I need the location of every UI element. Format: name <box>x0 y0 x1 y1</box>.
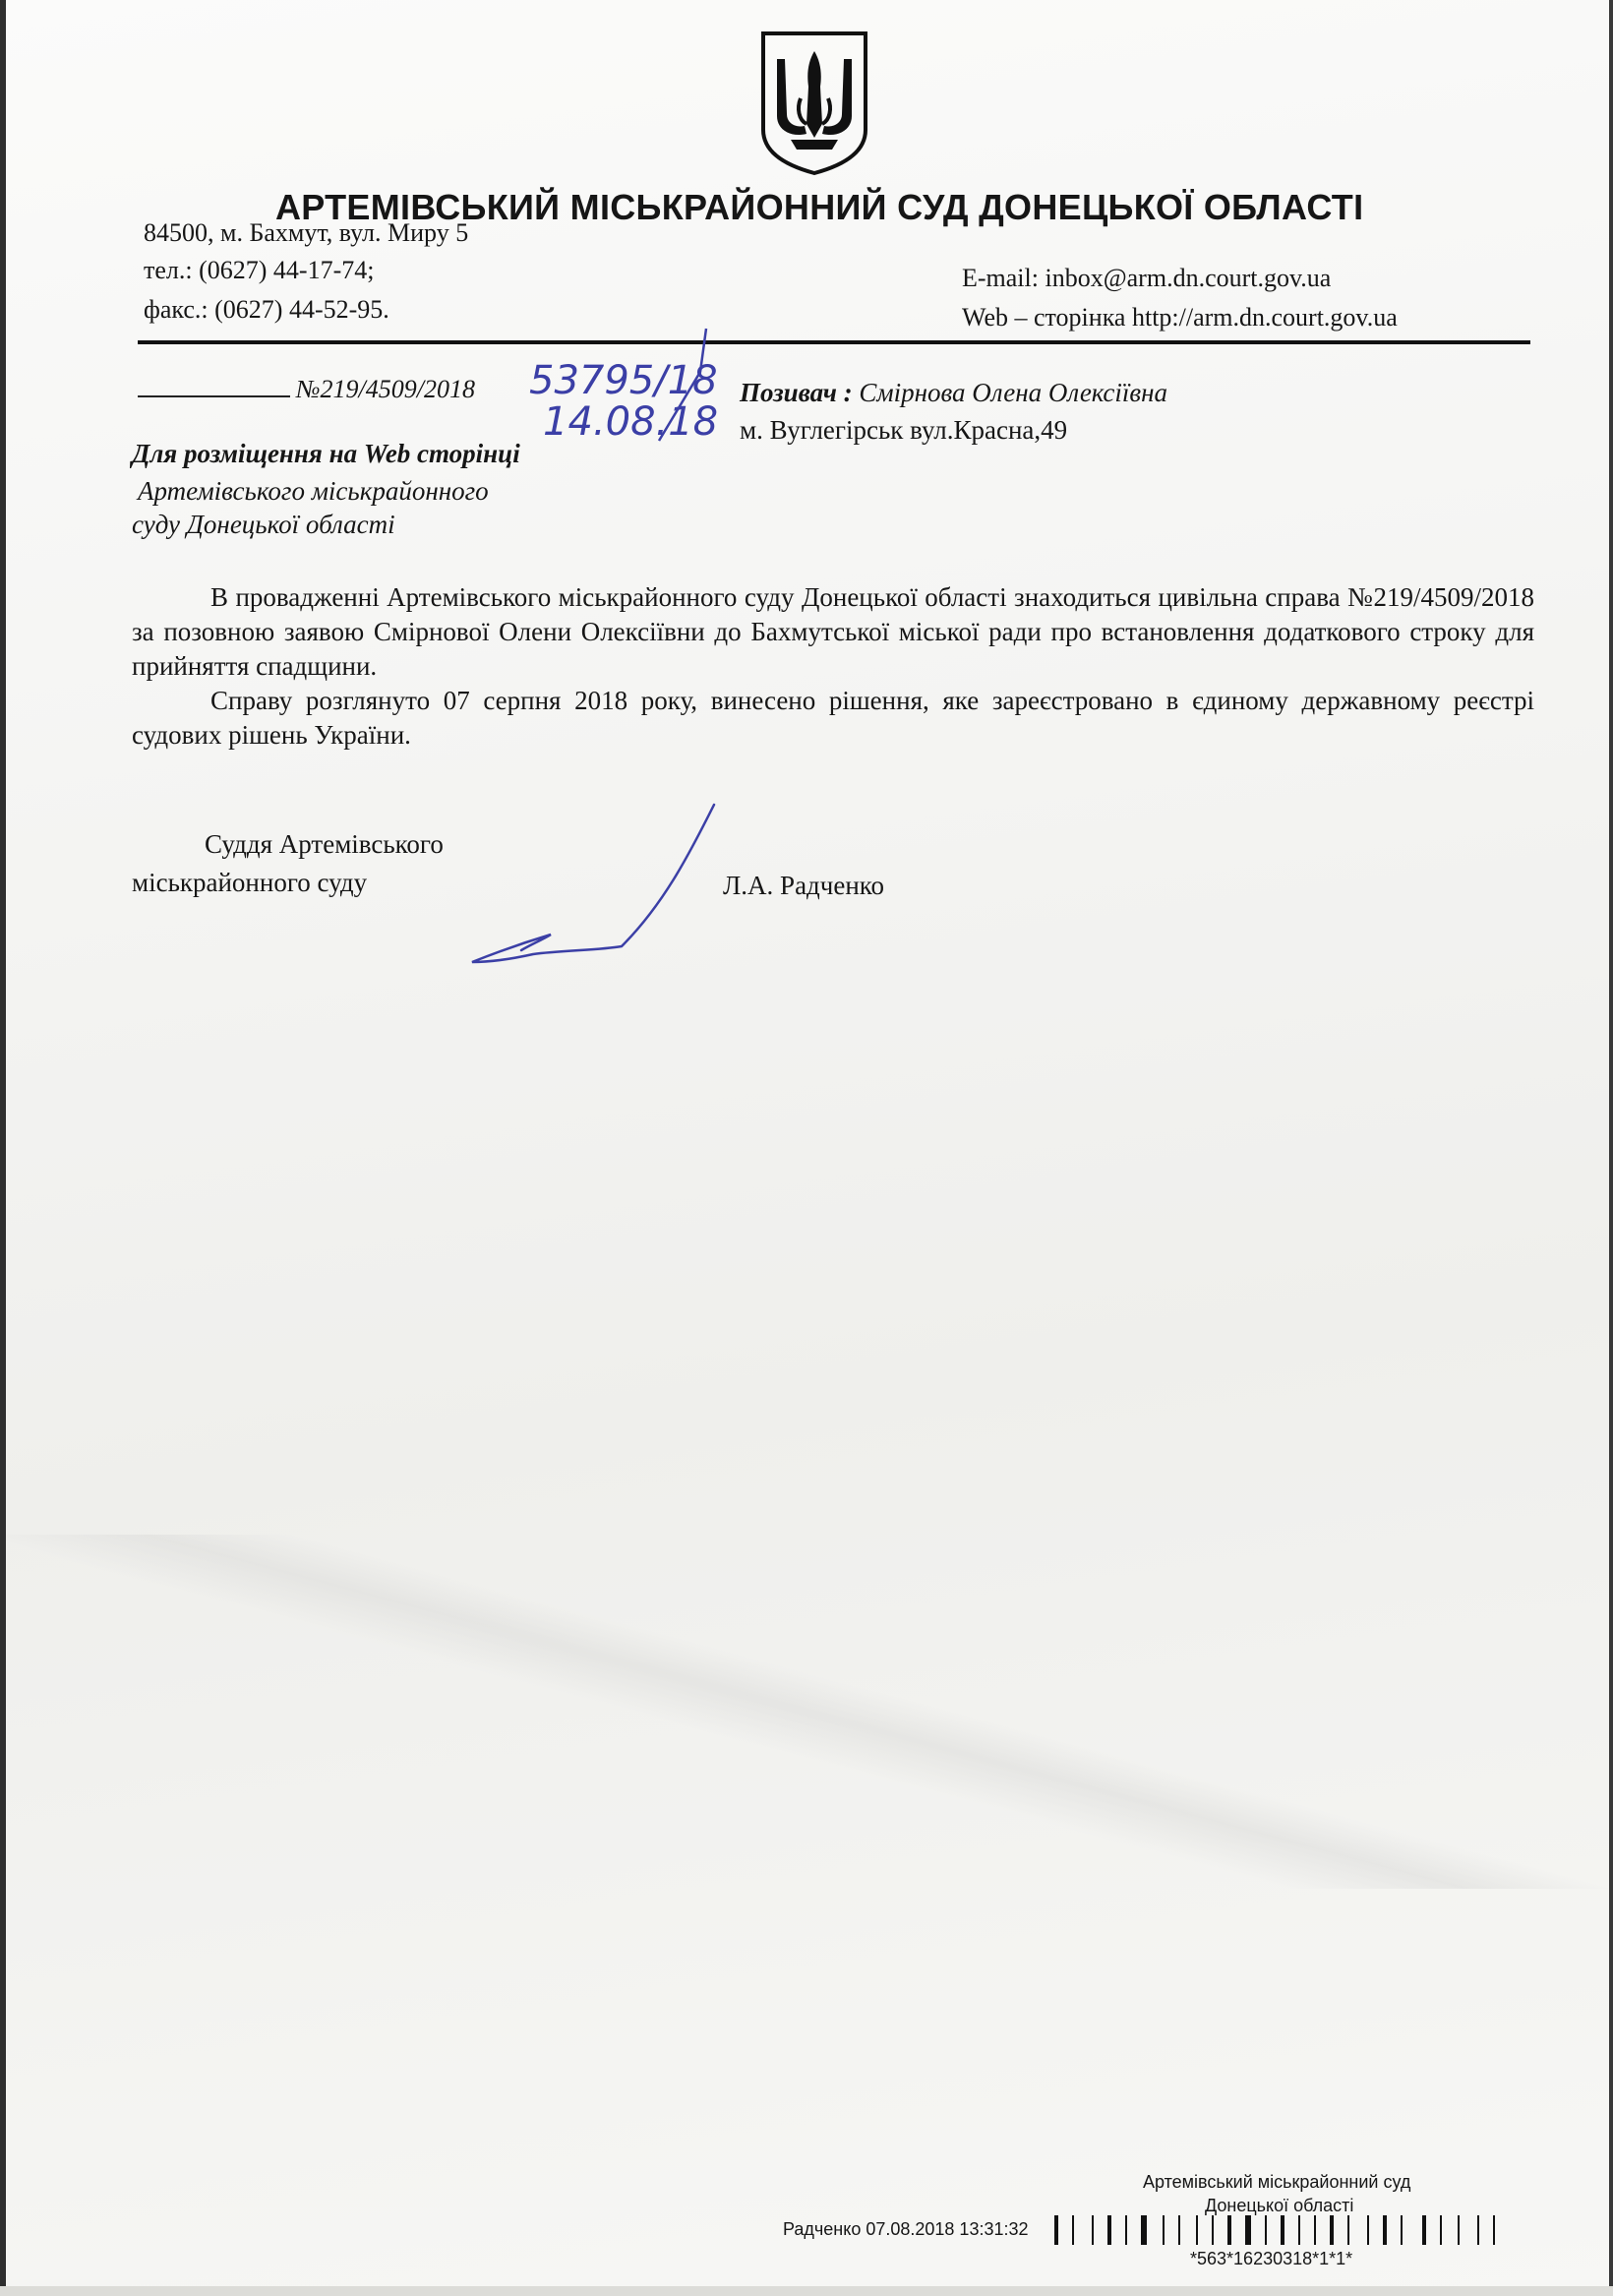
barcode-bar <box>1281 2215 1284 2245</box>
stamp-court-line-1: Артемівський міськрайонний суд <box>1143 2172 1411 2192</box>
barcode-bar <box>1458 2215 1460 2245</box>
barcode-bar <box>1314 2215 1316 2245</box>
judge-title-line-1: Суддя Артемівського <box>205 829 444 859</box>
body-paragraph-2: Справу розглянуто 07 серпня 2018 року, винесено рішення, яке зареєстровано в єдиному державному реєстрі судових рішень України. <box>132 686 1534 750</box>
barcode-bar <box>1265 2215 1267 2245</box>
addressee-line-2: суду Донецької області <box>132 510 395 539</box>
header-divider <box>138 340 1530 344</box>
barcode-bar <box>1245 2215 1251 2245</box>
barcode-bar <box>1383 2215 1387 2245</box>
barcode-bar <box>1477 2215 1479 2245</box>
judge-title-line-2: міськрайонного суду <box>132 868 368 897</box>
handwritten-signature <box>452 797 728 984</box>
scan-edge-left <box>0 0 6 2296</box>
judge-name: Л.А. Радченко <box>723 871 885 900</box>
document-body <box>132 580 1534 753</box>
barcode-bar <box>1141 2215 1147 2245</box>
barcode-bar <box>1330 2215 1334 2245</box>
plaintiff-address: м. Вуглегірськ вул.Красна,49 <box>740 415 1068 445</box>
handwritten-incoming-number: 53795/18 <box>529 358 718 403</box>
barcode-bar <box>1125 2215 1127 2245</box>
barcode-bar <box>1092 2215 1094 2245</box>
stamp-court-line-2: Донецької області <box>1205 2196 1354 2215</box>
barcode-bar <box>1196 2215 1198 2245</box>
barcode-bar <box>1107 2215 1111 2245</box>
registration-blank <box>138 374 290 397</box>
barcode-bar <box>1440 2215 1442 2245</box>
registration-line <box>138 374 475 404</box>
court-email: E-mail: inbox@arm.dn.court.gov.ua <box>962 264 1332 292</box>
stamp-signer-timestamp: Радченко 07.08.2018 13:31:32 <box>783 2219 1029 2239</box>
court-title: АРТЕМІВСЬКИЙ МІСЬКРАЙОННИЙ СУД ДОНЕЦЬКОЇ ОБЛАСТІ <box>275 187 1364 227</box>
handwritten-incoming-date: 14.08.18 <box>543 399 719 445</box>
coat-of-arms-icon <box>757 30 871 177</box>
plaintiff-name: Смірнова Олена Олексіївна <box>859 378 1168 407</box>
barcode-bar <box>1054 2215 1058 2245</box>
barcode-bar <box>1298 2215 1300 2245</box>
plaintiff-line <box>740 378 1167 408</box>
barcode-bar <box>1072 2215 1074 2245</box>
barcode-bar <box>1422 2215 1426 2245</box>
barcode-bar <box>1367 2215 1369 2245</box>
plaintiff-label: Позивач : <box>740 378 853 407</box>
barcode-bar <box>1401 2215 1403 2245</box>
barcode-bar <box>1347 2215 1349 2245</box>
addressee-heading: Для розміщення на Web сторінці <box>132 439 520 468</box>
barcode-bar <box>1212 2215 1214 2245</box>
document-barcode <box>1050 2213 1523 2247</box>
scan-edge-right <box>1609 0 1613 2296</box>
barcode-bar <box>1493 2215 1495 2245</box>
barcode-bar <box>1163 2215 1165 2245</box>
barcode-text: *563*16230318*1*1* <box>1190 2249 1353 2268</box>
scan-edge-bottom <box>0 2286 1613 2296</box>
barcode-bar <box>1227 2215 1231 2245</box>
addressee-line-1: Артемівського міськрайонного <box>138 476 489 506</box>
court-address: 84500, м. Бахмут, вул. Миру 5 <box>144 218 469 247</box>
court-fax: факс.: (0627) 44-52-95. <box>144 295 389 324</box>
handwritten-slash <box>590 321 718 449</box>
body-paragraph-1: В провадженні Артемівського міськрайонного суду Донецької області знаходиться цивільна справа №219/4509/2018 за позовною заявою Смірнової Олени Олексіївни до Бахмутської міської ради про встановлення додаткового строку для прийняття спадщини. <box>132 582 1534 681</box>
case-number: №219/4509/2018 <box>296 375 475 403</box>
court-phone: тел.: (0627) 44-17-74; <box>144 256 375 284</box>
barcode-bar <box>1178 2215 1180 2245</box>
paper-crease <box>0 1535 1613 1889</box>
court-web: Web – сторінка http://arm.dn.court.gov.ua <box>962 303 1398 332</box>
